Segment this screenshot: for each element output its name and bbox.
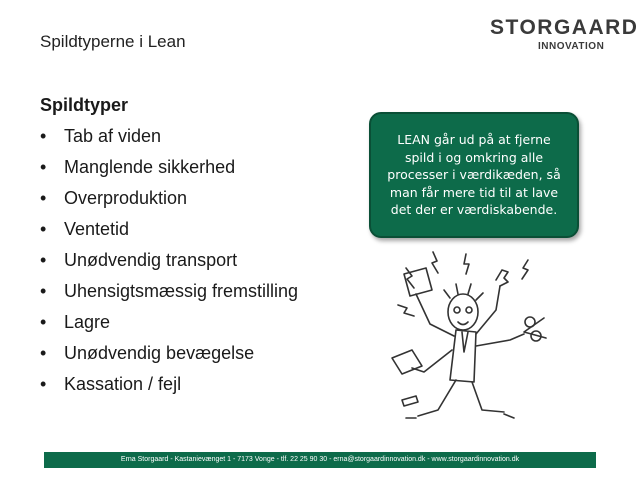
list-item — [40, 278, 298, 309]
bullet-icon: • — [40, 188, 47, 208]
list-item-text: Tab af viden — [64, 126, 162, 146]
list-item — [40, 123, 298, 154]
waste-types-list — [40, 123, 298, 402]
list-item-text: Kassation / fejl — [64, 374, 182, 394]
company-logo — [478, 16, 638, 56]
callout-text: LEAN går ud på at fjerne spild i og omkring alle processer i værdikæden, så man får mere tid til at lave det der er værdiskabende. — [387, 132, 561, 218]
logo-subtitle: INNOVATION — [538, 41, 605, 52]
list-item-text: Manglende sikkerhed — [64, 157, 236, 177]
list-item — [40, 247, 298, 278]
bullet-icon: • — [40, 219, 47, 239]
footer-contact-text: Erna Storgaard - Kastanievænget 1 - 7173 Vonge - tlf. 22 25 90 30 - erna@storgaardinnovation.dk - www.storgaardinnovation.dk — [120, 456, 520, 463]
list-item — [40, 154, 298, 185]
list-item-text: Unødvendig transport — [64, 250, 238, 270]
slide-title: Spildtyperne i Lean — [40, 32, 186, 51]
list-item-text: Overproduktion — [64, 188, 188, 208]
list-item-text: Lagre — [64, 312, 111, 332]
bullet-icon: • — [40, 157, 47, 177]
bullet-icon: • — [40, 374, 47, 394]
section-heading: Spildtyper — [40, 95, 129, 115]
stressed-worker-illustration — [378, 250, 563, 440]
bullet-icon: • — [40, 126, 47, 146]
bullet-icon: • — [40, 312, 47, 332]
list-item — [40, 371, 298, 402]
lean-callout-box — [369, 112, 579, 238]
list-item-text: Ventetid — [64, 219, 130, 239]
list-item-text: Unødvendig bevægelse — [64, 343, 255, 363]
bullet-icon: • — [40, 281, 47, 301]
logo-wordmark: STORGAARD — [490, 16, 638, 39]
list-item — [40, 340, 298, 371]
list-item — [40, 309, 298, 340]
list-item-text: Uhensigtsmæssig fremstilling — [64, 281, 299, 301]
list-item — [40, 185, 298, 216]
bullet-icon: • — [40, 343, 47, 363]
bullet-icon: • — [40, 250, 47, 270]
footer-bar — [44, 452, 596, 468]
list-item — [40, 216, 298, 247]
